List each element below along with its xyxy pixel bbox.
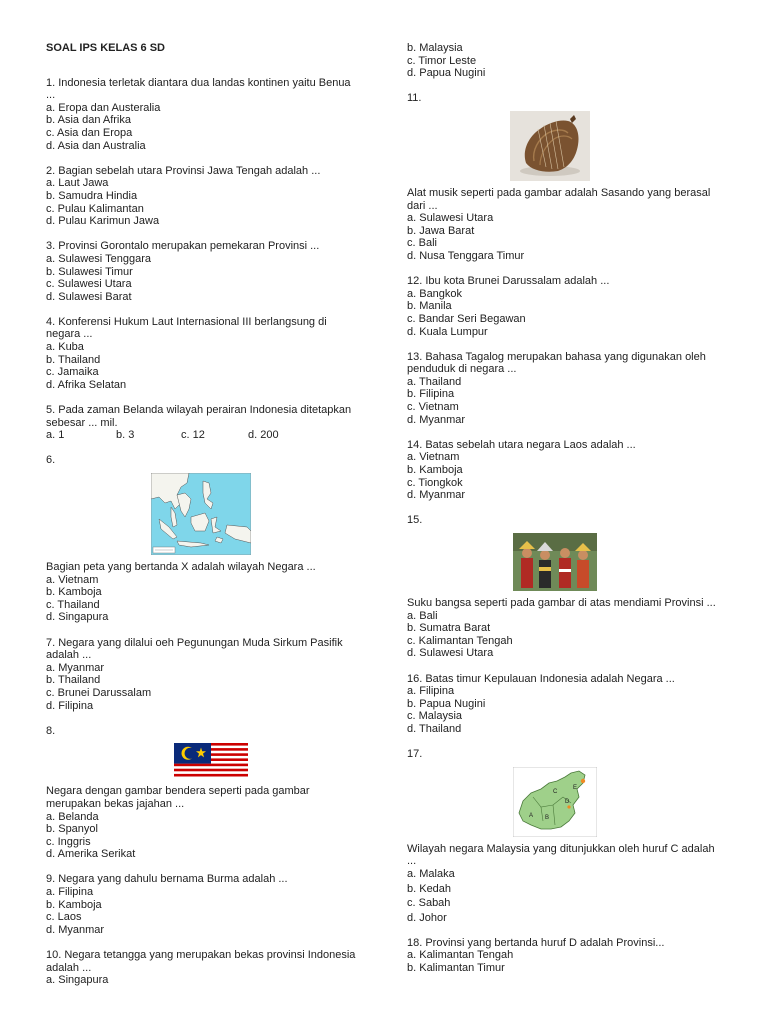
option-c: c. Asia dan Eropa bbox=[46, 126, 133, 139]
option-d: d. Amerika Serikat bbox=[46, 848, 136, 861]
question-12 bbox=[407, 275, 722, 338]
question-stem: 7. Negara yang dilalui oeh Pegunungan Muda Sirkum Pasifik adalah ... bbox=[46, 636, 343, 662]
malaysia-flag-icon bbox=[174, 743, 248, 779]
question-3 bbox=[46, 240, 356, 303]
question-13 bbox=[407, 351, 722, 427]
option-b: b. Thailand bbox=[46, 674, 101, 687]
option-a: a. Kalimantan Tengah bbox=[407, 949, 514, 962]
option-c: c. Malaysia bbox=[407, 710, 463, 723]
dayak-people-photo-icon bbox=[513, 533, 597, 591]
question-18 bbox=[407, 937, 722, 975]
question-4 bbox=[46, 316, 356, 392]
option-a: a. Sulawesi Utara bbox=[407, 212, 494, 225]
option-b: b. Spanyol bbox=[46, 823, 98, 836]
southeast-asia-map bbox=[46, 473, 356, 555]
question-8 bbox=[46, 725, 356, 861]
option-d: d. Johor bbox=[407, 911, 447, 924]
question-stem: 3. Provinsi Gorontalo merupakan pemekaran Provinsi ... bbox=[46, 240, 320, 253]
dayak-people-photo bbox=[387, 533, 722, 591]
map-letter-b: B bbox=[544, 814, 549, 821]
option-c: c. Kalimantan Tengah bbox=[407, 634, 513, 647]
question-16 bbox=[407, 673, 722, 736]
option-c: c. Laos bbox=[46, 911, 82, 924]
option-a: a. Filipina bbox=[407, 685, 455, 698]
question-number: 17. bbox=[407, 748, 423, 761]
borneo-map-icon bbox=[513, 767, 597, 837]
question-stem: 10. Negara tetangga yang merupakan bekas provinsi Indonesia adalah ... bbox=[46, 949, 356, 974]
question-stem: 13. Bahasa Tagalog merupakan bahasa yang digunakan oleh penduduk di negara ... bbox=[407, 350, 706, 376]
right-column bbox=[407, 42, 722, 987]
question-1 bbox=[46, 77, 356, 153]
question-11 bbox=[407, 92, 722, 262]
option-b: b. Samudra Hindia bbox=[46, 189, 138, 202]
option-d: d. Filipina bbox=[46, 699, 94, 712]
option-b: b. Kamboja bbox=[407, 464, 463, 477]
question-stem: Suku bangsa seperti pada gambar di atas mendiami Provinsi ... bbox=[407, 597, 716, 609]
option-b: b. 3 bbox=[116, 429, 135, 442]
option-c: c. Jamaika bbox=[46, 366, 99, 379]
sasando-instrument bbox=[377, 111, 722, 181]
option-c: c. Bali bbox=[407, 237, 437, 250]
question-number: 8. bbox=[46, 724, 56, 737]
question-6 bbox=[46, 454, 356, 624]
option-a: a. Bangkok bbox=[407, 287, 463, 300]
option-d: d. Myanmar bbox=[407, 413, 466, 426]
question-stem: 1. Indonesia terletak diantara dua landas kontinen yaitu Benua ... bbox=[46, 76, 351, 102]
option-a: a. Singapura bbox=[46, 974, 109, 987]
option-b: b. Papua Nugini bbox=[407, 697, 486, 710]
question-number: 11. bbox=[407, 92, 422, 105]
option-c: c. Tiongkok bbox=[407, 476, 463, 489]
option-c: c. Vietnam bbox=[407, 401, 459, 414]
option-c: c. Pulau Kalimantan bbox=[46, 202, 144, 215]
option-b: b. Filipina bbox=[407, 388, 455, 401]
map-letter-e: E bbox=[572, 784, 577, 791]
sasando-instrument-icon bbox=[510, 111, 590, 181]
question-stem: 14. Batas sebelah utara negara Laos adalah ... bbox=[407, 438, 636, 451]
question-stem: 12. Ibu kota Brunei Darussalam adalah ... bbox=[407, 275, 610, 288]
option-d: d. Pulau Karimun Jawa bbox=[46, 215, 160, 228]
option-a: a. Laut Jawa bbox=[46, 177, 109, 190]
option-b: b. Kalimantan Timur bbox=[407, 962, 505, 975]
question-stem: Alat musik seperti pada gambar adalah Sasando yang berasal dari ... bbox=[407, 186, 711, 212]
option-b: b. Malaysia bbox=[407, 42, 463, 54]
option-a: a. Myanmar bbox=[46, 661, 105, 674]
question-stem: 2. Bagian sebelah utara Provinsi Jawa Tengah adalah ... bbox=[46, 164, 321, 177]
inline-options bbox=[46, 429, 356, 442]
document-title: SOAL IPS KELAS 6 SD bbox=[46, 42, 165, 54]
option-b: b. Kamboja bbox=[46, 586, 102, 599]
option-b: b. Jawa Barat bbox=[407, 224, 475, 237]
option-a: a. Filipina bbox=[46, 886, 94, 899]
question-9 bbox=[46, 873, 356, 936]
option-a: a. Malaka bbox=[407, 867, 455, 880]
option-d: d. Sulawesi Barat bbox=[46, 290, 132, 303]
question-stem: Wilayah negara Malaysia yang ditunjukkan oleh huruf C adalah ... bbox=[407, 842, 715, 868]
left-column bbox=[46, 42, 356, 999]
option-a: a. Sulawesi Tenggara bbox=[46, 252, 151, 265]
southeast-asia-map-icon bbox=[151, 473, 251, 555]
option-c: c. Brunei Darussalam bbox=[46, 686, 152, 699]
option-c: c. Thailand bbox=[46, 598, 100, 611]
option-a: a. Bali bbox=[407, 609, 438, 622]
option-a: a. 1 bbox=[46, 429, 65, 442]
map-letter-d: D bbox=[564, 798, 569, 805]
question-7 bbox=[46, 637, 356, 713]
option-a: a. Belanda bbox=[46, 810, 99, 823]
question-stem: 16. Batas timur Kepulauan Indonesia adalah Negara ... bbox=[407, 672, 675, 685]
option-c: c. Inggris bbox=[46, 835, 91, 848]
option-b: b. Asia dan Afrika bbox=[46, 114, 131, 127]
option-a: a. Thailand bbox=[407, 375, 462, 388]
option-b: b. Sumatra Barat bbox=[407, 622, 491, 635]
question-stem: 9. Negara yang dahulu bernama Burma adalah ... bbox=[46, 873, 288, 886]
question-number: 15. bbox=[407, 514, 423, 527]
question-stem: Negara dengan gambar bendera seperti pada gambar merupakan bekas jajahan ... bbox=[46, 785, 310, 810]
question-stem: 4. Konferensi Hukum Laut Internasional III berlangsung di negara ... bbox=[46, 315, 327, 341]
option-c: c. Sulawesi Utara bbox=[46, 278, 132, 291]
question-number: 6. bbox=[46, 454, 56, 467]
option-d: d. 200 bbox=[248, 429, 279, 442]
options-group bbox=[407, 868, 722, 924]
option-d: d. Thailand bbox=[407, 722, 462, 735]
map-letter-a: A bbox=[528, 812, 533, 819]
malaysia-flag bbox=[66, 743, 356, 779]
option-d: d. Papua Nugini bbox=[407, 67, 486, 80]
option-d: d. Singapura bbox=[46, 611, 109, 624]
option-b: b. Thailand bbox=[46, 353, 101, 366]
question-17 bbox=[407, 748, 722, 924]
question-10 bbox=[46, 949, 356, 987]
option-d: d. Afrika Selatan bbox=[46, 378, 127, 391]
option-b: b. Kedah bbox=[407, 882, 452, 895]
question-15 bbox=[407, 514, 722, 660]
map-letter-c: C bbox=[552, 788, 557, 795]
borneo-map bbox=[387, 767, 722, 837]
question-stem: 5. Pada zaman Belanda wilayah perairan Indonesia ditetapkan sebesar ... mil. bbox=[46, 404, 352, 429]
option-a: a. Eropa dan Austeralia bbox=[46, 101, 161, 114]
option-d: d. Myanmar bbox=[46, 923, 105, 936]
question-stem: Bagian peta yang bertanda X adalah wilayah Negara ... bbox=[46, 561, 316, 573]
option-b: b. Sulawesi Timur bbox=[46, 265, 133, 278]
question-5 bbox=[46, 404, 356, 442]
option-b: b. Kamboja bbox=[46, 898, 102, 911]
option-c: c. Timor Leste bbox=[407, 54, 477, 67]
option-b: b. Manila bbox=[407, 300, 452, 313]
option-d: d. Sulawesi Utara bbox=[407, 647, 494, 660]
option-c: c. Sabah bbox=[407, 897, 451, 910]
option-c: c. 12 bbox=[181, 429, 205, 442]
option-d: d. Kuala Lumpur bbox=[407, 325, 488, 338]
option-d: d. Myanmar bbox=[407, 489, 466, 502]
option-a: a. Vietnam bbox=[407, 451, 460, 464]
question-stem: 18. Provinsi yang bertanda huruf D adalah Provinsi... bbox=[407, 936, 665, 949]
option-d: d. Nusa Tenggara Timur bbox=[407, 249, 525, 262]
option-a: a. Vietnam bbox=[46, 573, 99, 586]
option-a: a. Kuba bbox=[46, 341, 84, 354]
option-d: d. Asia dan Australia bbox=[46, 139, 146, 152]
question-14 bbox=[407, 439, 722, 502]
question-10-continued bbox=[407, 42, 722, 80]
question-2 bbox=[46, 165, 356, 228]
option-c: c. Bandar Seri Begawan bbox=[407, 312, 526, 325]
